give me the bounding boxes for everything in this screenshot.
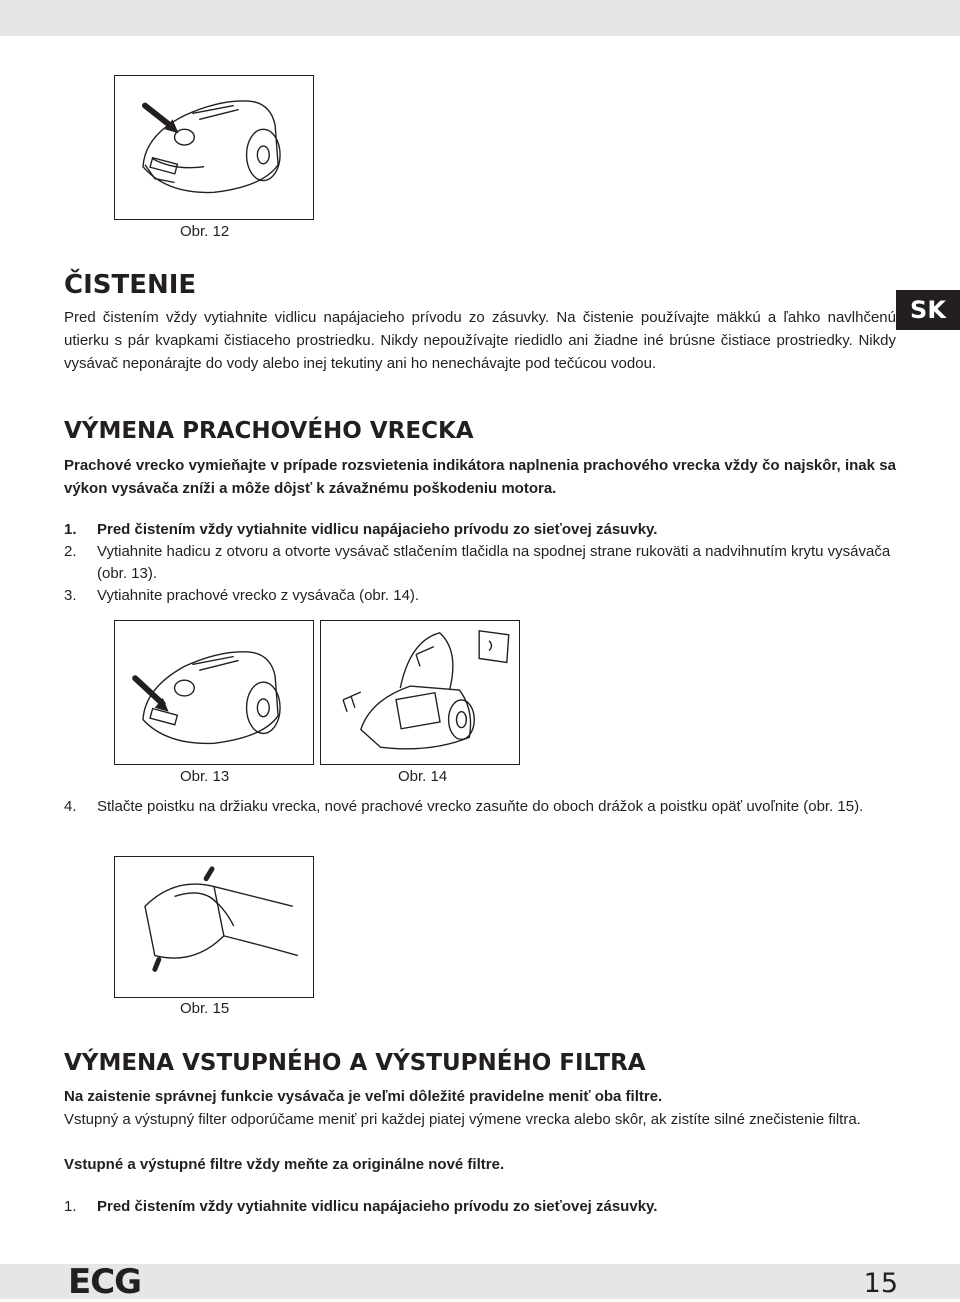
step-3 [64,585,900,607]
bottom-bar [0,1264,960,1299]
filters-important: Na zaistenie správnej funkcie vysávača je veľmi dôležité pravidelne meniť oba filtre. [64,1088,663,1105]
step-number: 3. [64,587,77,604]
top-bar [0,0,960,36]
figure-14-caption: Obr. 14 [398,768,448,785]
figure-14-open-vacuum [320,620,520,765]
step-text: Pred čistením vždy vytiahnite vidlicu napájacieho prívodu zo sieťovej zásuvky. [97,1198,658,1215]
cleaning-heading: ČISTENIE [64,270,197,300]
step-text: Vytiahnite prachové vrecko z vysávača (obr. 14). [97,587,420,604]
step-number: 1. [64,1198,77,1215]
filters-original: Vstupné a výstupné filtre vždy meňte za originálne nové filtre. [64,1156,505,1173]
filters-steps [64,1196,900,1218]
dustbag-steps [64,519,900,607]
figure-13-caption: Obr. 13 [180,768,230,785]
figure-13-vacuum [114,620,314,765]
step-4 [64,796,900,818]
step-text: Stlačte poistku na držiaku vrecka, nové prachové vrecko zasuňte do oboch drážok a poistku opäť uvoľnite (obr. 15). [97,798,864,815]
figure-12-caption: Obr. 12 [180,223,230,240]
bag-insert-illustration [115,857,313,997]
dustbag-intro: Prachové vrecko vymieňajte v prípade rozsvietenia indikátora naplnenia prachového vrecka vždy čo najskôr, inak sa výkon vysávača zníži a môže dôjsť k závažnému poškodeniu motora. [64,457,896,497]
filters-heading: VÝMENA VSTUPNÉHO A VÝSTUPNÉHO FILTRA [64,1050,646,1076]
filters-text: Vstupný a výstupný filter odporúčame meniť pri každej piatej výmene vrecka alebo skôr, ak zistíte silné znečistenie filtra. [64,1111,861,1128]
language-tab: SK [896,290,960,330]
vacuum-illustration [115,76,313,219]
figure-15-caption: Obr. 15 [180,1000,230,1017]
page-number: 15 [863,1268,898,1299]
step-text: Pred čistením vždy vytiahnite vidlicu napájacieho prívodu zo sieťovej zásuvky. [97,521,658,538]
step-1 [64,519,900,541]
step-text: Vytiahnite hadicu z otvoru a otvorte vysávač stlačením tlačidla na spodnej strane rukoväti a nadvihnutím krytu vysávača (obr. 13). [97,543,891,582]
step-number: 2. [64,543,77,560]
figure-15-bag [114,856,314,998]
dustbag-heading: VÝMENA PRACHOVÉHO VRECKA [64,418,474,444]
cleaning-text: Pred čistením vždy vytiahnite vidlicu napájacieho prívodu zo zásuvky. Na čistenie používajte mäkkú a ľahko navlhčenú utierku s pár kvapkami čistiaceho prostriedku. Nikdy nepoužívajte riedidlo ani žiadne iné brúsne čistiace prostriedky. Nikdy vysávač neponárajte do vody alebo inej tekutiny ani ho nenechávajte pod tečúcou vodou. [64,309,896,372]
open-vacuum-illustration [321,621,519,764]
step-number: 4. [64,798,77,815]
step-2 [64,541,900,585]
dustbag-step-4 [64,796,900,818]
step-number: 1. [64,521,77,538]
brand-logo: ECG [68,1262,142,1302]
step-1 [64,1196,900,1218]
vacuum-illustration [115,621,313,764]
figure-12-vacuum [114,75,314,220]
